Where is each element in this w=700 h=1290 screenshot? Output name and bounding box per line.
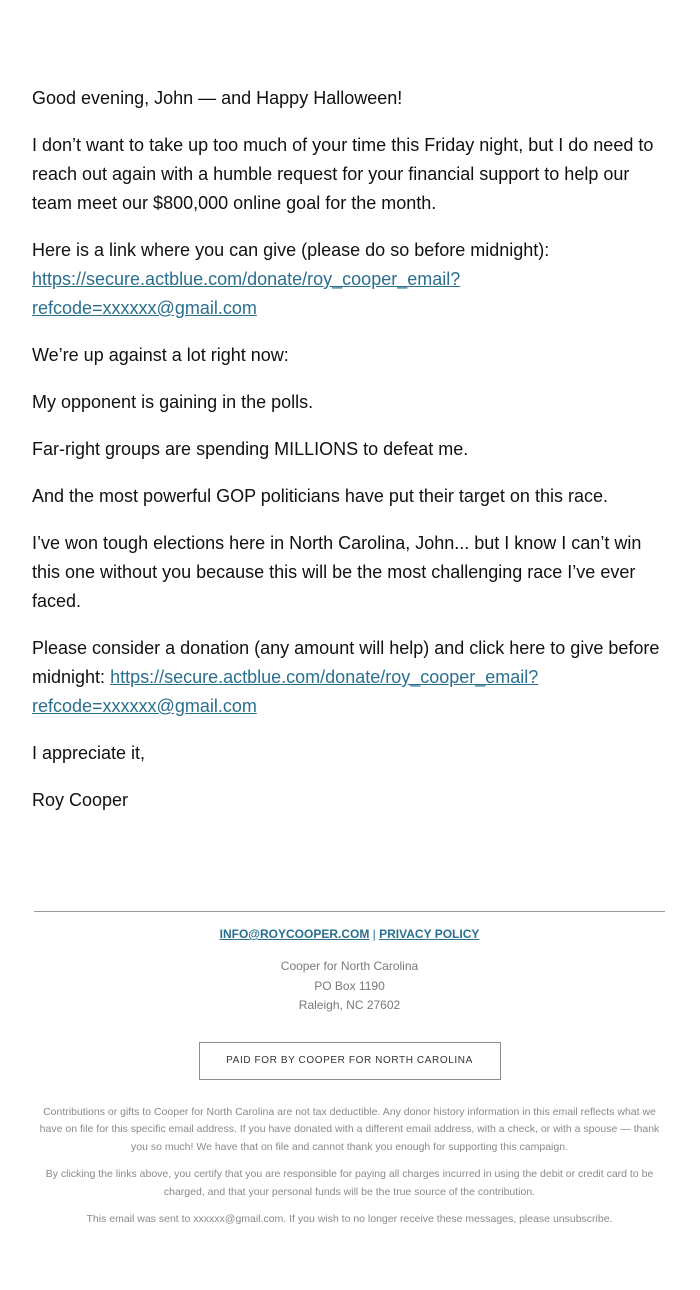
footer-link-separator: | xyxy=(372,927,376,941)
closing: I appreciate it, xyxy=(32,743,146,763)
paid-for-text: PAID FOR BY COOPER FOR NORTH CAROLINA xyxy=(226,1055,473,1066)
donate-link-2[interactable] xyxy=(32,667,538,716)
privacy-policy-link[interactable]: PRIVACY POLICY xyxy=(379,927,480,941)
greeting: Good evening, John — and Happy Halloween! xyxy=(32,88,403,108)
donate-link-1-line1[interactable]: https://secure.actblue.com/donate/roy_cooper_email? xyxy=(32,269,461,289)
donate-link-1[interactable] xyxy=(32,269,460,318)
address-line-3: Raleigh, NC 27602 xyxy=(298,998,401,1012)
donate-link-1-line2[interactable]: refcode=xxxxxx@gmail.com xyxy=(32,298,257,318)
payment-disclaimer: By clicking the links above, you certify that you are responsible for paying all charges incurred in using the debit or credit card to be charged, and that your personal funds will be the true source of the contribution. xyxy=(45,1168,654,1198)
paragraph-goal: I don’t want to take up too much of your time this Friday night, but I do need to reach out again with a humble request for your financial support to help our team meet our $800,000 online goal for the month. xyxy=(32,135,654,213)
email-footer xyxy=(34,911,665,1229)
signature: Roy Cooper xyxy=(32,790,129,810)
paragraph-donation-request xyxy=(32,634,672,721)
address-line-2: PO Box 1190 xyxy=(314,978,385,993)
donation-request-text: Please consider a donation (any amount will help) and click here to give before midnight: xyxy=(32,638,660,687)
mailing-address xyxy=(34,957,665,1016)
paragraph-link xyxy=(32,236,672,323)
paragraph-tough-elections: I’ve won tough elections here in North Carolina, John... but I know I can’t win this one without you because this will be the most challenging race I’ve ever faced. xyxy=(32,533,642,611)
tax-disclaimer: Contributions or gifts to Cooper for North Carolina are not tax deductible. Any donor history information in this email reflects what we have on file for this specific email address. If you have donated with a different email address, with a check, or with a spouse — thank you so much! We have that on file and cannot thank you enough for supporting this campaign. xyxy=(39,1105,660,1153)
paragraph-polls: My opponent is gaining in the polls. xyxy=(32,392,314,412)
paid-for-disclaimer-box xyxy=(199,1042,501,1080)
contact-email-link[interactable]: INFO@ROYCOOPER.COM xyxy=(219,927,370,941)
link-intro-text: Here is a link where you can give (please do so before midnight): xyxy=(32,240,550,260)
donate-link-2-line2[interactable]: refcode=xxxxxx@gmail.com xyxy=(32,696,257,716)
unsubscribe-notice: This email was sent to xxxxxx@gmail.com. If you wish to no longer receive these messages, please unsubscribe. xyxy=(86,1213,613,1225)
paragraph-against: We’re up against a lot right now: xyxy=(32,345,289,365)
donate-link-2-line1[interactable]: https://secure.actblue.com/donate/roy_cooper_email? xyxy=(110,667,539,687)
paragraph-gop: And the most powerful GOP politicians have put their target on this race. xyxy=(32,486,608,506)
email-body xyxy=(32,84,672,833)
paragraph-millions: Far-right groups are spending MILLIONS to defeat me. xyxy=(32,439,469,459)
footer-links xyxy=(34,926,665,942)
address-line-1: Cooper for North Carolina xyxy=(280,959,419,973)
